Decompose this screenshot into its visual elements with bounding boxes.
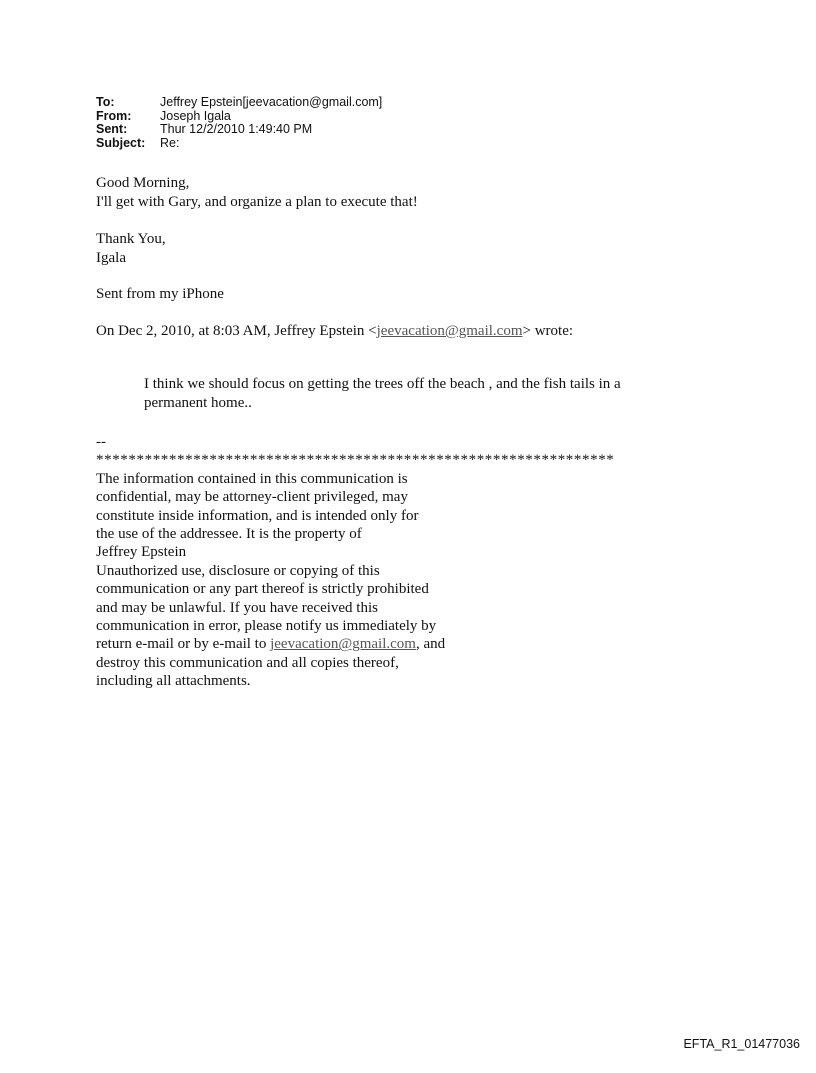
from-label: From: xyxy=(96,108,132,123)
quote-intro xyxy=(96,322,573,341)
from-value: Joseph Igala xyxy=(160,108,231,123)
star-divider: **************************************************************** xyxy=(96,452,615,469)
disclaimer-line: confidential, may be attorney-client privileged, may xyxy=(96,489,408,506)
greeting: Good Morning, xyxy=(96,175,190,191)
to-value: Jeffrey Epstein[jeevacation@gmail.com] xyxy=(160,95,383,109)
document-id: EFTA_R1_01477036 xyxy=(683,1037,800,1051)
quote-intro-prefix: On Dec 2, 2010, at 8:03 AM, Jeffrey Epstein < xyxy=(96,323,377,339)
return-suffix: , and xyxy=(415,636,446,653)
sent-from: Sent from my iPhone xyxy=(96,286,224,302)
sent-value: Thur 12/2/2010 1:49:40 PM xyxy=(160,122,313,136)
disclaimer-line: Jeffrey Epstein xyxy=(96,544,187,561)
disclaimer-email-link[interactable]: jeevacation@gmail.com xyxy=(270,636,416,653)
to-label: To: xyxy=(96,95,115,109)
disclaimer xyxy=(96,433,614,691)
to-row xyxy=(96,96,382,110)
return-prefix: return e-mail or by e-mail to xyxy=(96,636,271,653)
disclaimer-line: communication in error, please notify us immediately by xyxy=(96,618,437,635)
signature-dashes: -- xyxy=(96,434,106,450)
disclaimer-line: Unauthorized use, disclosure or copying of this xyxy=(96,562,380,579)
disclaimer-line: the use of the addressee. It is the property of xyxy=(96,526,362,543)
sent-row xyxy=(96,123,382,137)
thanks: Thank You, xyxy=(96,231,166,247)
closing-block xyxy=(96,230,166,268)
message-line: I'll get with Gary, and organize a plan to execute that! xyxy=(96,194,418,210)
sent-label: Sent: xyxy=(96,122,128,136)
disclaimer-line: including all attachments. xyxy=(96,673,251,690)
subject-value: Re: xyxy=(160,135,180,150)
quoted-message: I think we should focus on getting the trees off the beach , and the fish tails in a permanent home.. xyxy=(144,376,621,411)
disclaimer-line: destroy this communication and all copies thereof, xyxy=(96,654,399,671)
email-header xyxy=(96,96,382,150)
disclaimer-line: and may be unlawful. If you have received this xyxy=(96,599,378,616)
signature: Igala xyxy=(96,250,126,266)
greeting-block xyxy=(96,174,418,212)
subject-label: Subject: xyxy=(96,135,146,150)
disclaimer-line: The information contained in this communication is xyxy=(96,470,408,487)
disclaimer-line: communication or any part thereof is strictly prohibited xyxy=(96,581,429,598)
disclaimer-return-line xyxy=(96,635,614,653)
from-row xyxy=(96,110,382,124)
disclaimer-line: constitute inside information, and is intended only for xyxy=(96,507,419,524)
quote-intro-suffix: > wrote: xyxy=(522,323,574,339)
subject-row xyxy=(96,137,382,151)
quote-intro-email-link[interactable]: jeevacation@gmail.com xyxy=(376,323,523,339)
